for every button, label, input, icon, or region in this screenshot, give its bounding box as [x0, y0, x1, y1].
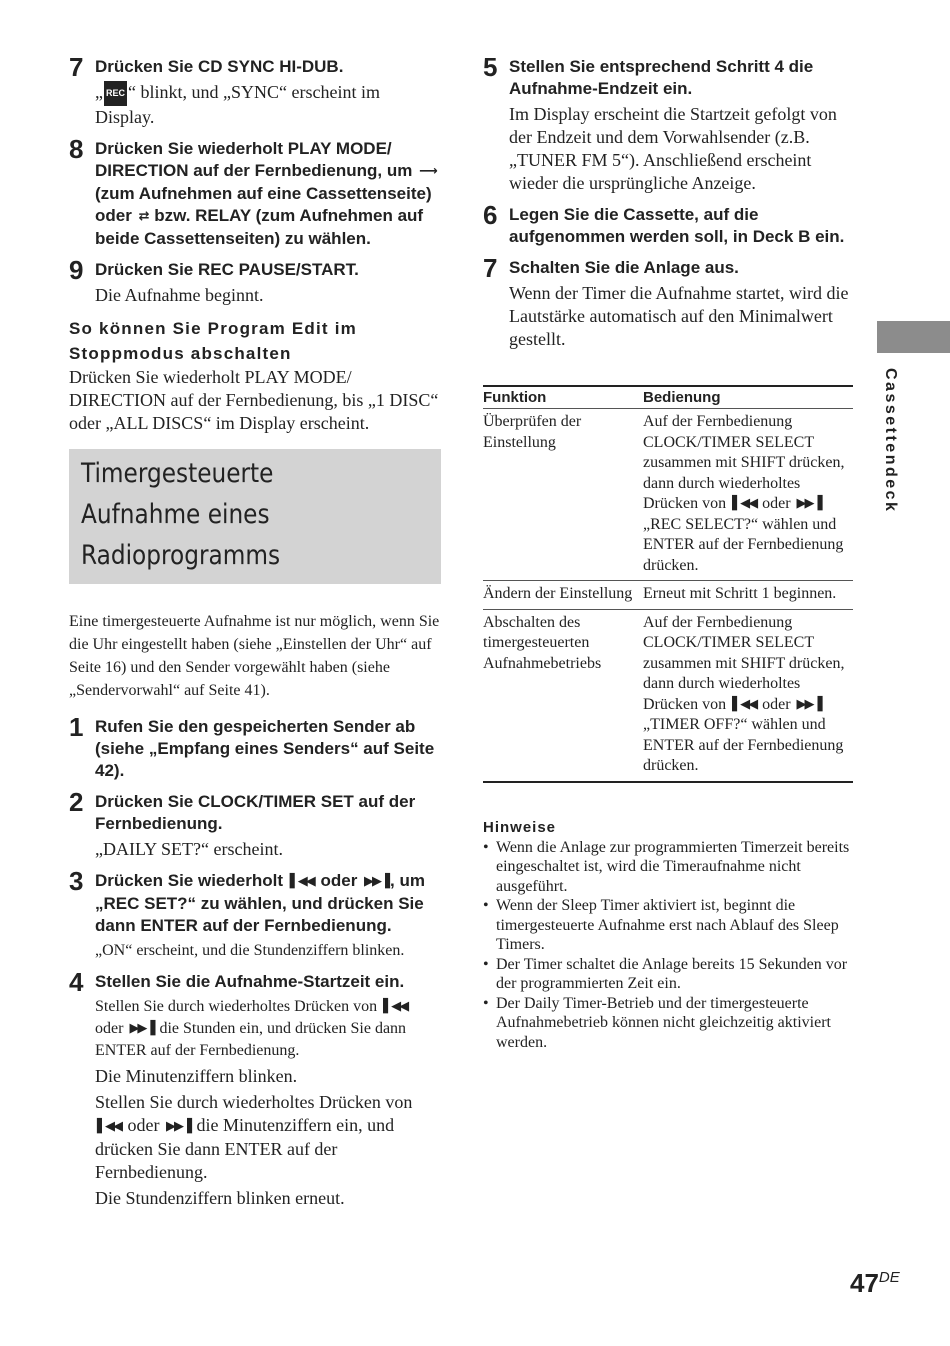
cell-text: oder [762, 495, 791, 512]
step-number: 4 [69, 967, 84, 997]
step-body: Im Display erscheint die Startzeit gefolgt von der Endzeit und dem Vorwahlsender (z.B. „TUNER FM 5“). Anschließend erscheint wieder die ursprüngliche Anzeige. [509, 104, 837, 193]
step-4 [69, 967, 441, 1210]
table-cell [643, 609, 853, 782]
step-body: „DAILY SET?“ erscheint. [95, 839, 283, 859]
hint-item: • Der Timer schaltet die Anlage bereits 15 Sekunden vor der programmierten Zeit ein. [483, 955, 853, 994]
step-body [95, 996, 441, 1062]
step-body: „ON“ erscheint, und die Stundenziffern blinken. [95, 942, 405, 959]
hint-item: • Wenn der Sleep Timer aktiviert ist, beginnt die timergesteuerte Aufnahme erst nach Ablauf des Sleep Timers. [483, 896, 853, 955]
step-title: Drücken Sie CLOCK/TIMER SET auf der Fernbedienung. [95, 792, 416, 833]
step-title: Legen Sie die Cassette, auf die aufgenommen werden soll, in Deck B ein. [509, 205, 845, 246]
cell-text: „REC SELECT?“ wählen und ENTER auf der Fernbedienung drücken. [643, 515, 844, 574]
step-title: Drücken Sie CD SYNC HI-DUB. [95, 57, 344, 76]
title-text: oder [320, 871, 358, 890]
step-number: 5 [483, 52, 498, 82]
step-title: Drücken Sie REC PAUSE/START. [95, 260, 359, 279]
step-8 [69, 134, 441, 250]
next-track-icon: ▶▶▐ [796, 696, 821, 712]
step-body: Wenn der Timer die Aufnahme startet, wird die Lautstärke automatisch auf den Minimalwert gestellt. [509, 283, 849, 349]
prev-track-icon: ▌◀◀ [97, 1119, 121, 1134]
step-1 [69, 712, 441, 782]
table-header-row [483, 386, 853, 409]
section-banner [69, 449, 441, 584]
step-6 [483, 200, 853, 248]
step-title: Rufen Sie den gespeicherten Sender ab (siehe „Empfang eines Senders“ auf Seite 42). [95, 717, 435, 780]
intro-text: Eine timergesteuerte Aufnahme ist nur möglich, wenn Sie die Uhr eingestellt haben (siehe „Einstellen der Uhr“ auf Seite 16) und den Sender vorgewählt haben (siehe „Sendervorwahl“ auf Seite 41). [69, 613, 440, 699]
table-cell [643, 409, 853, 581]
title-text: , um „REC SET?“ zu wählen, und drücken Sie dann ENTER auf der Fernbedienung. [95, 871, 425, 935]
title-text: (zum Aufnehmen auf eine Cassettenseite) oder [95, 184, 432, 225]
table-cell: Erneut mit Schritt 1 beginnen. [643, 581, 853, 610]
banner-line: Aufnahme eines [81, 499, 270, 530]
hint-item: • Der Daily Timer-Betrieb und der timergesteuerte Aufnahmebetrieb können nicht gleichzeitig aktiviert werden. [483, 994, 853, 1053]
next-track-icon: ▶▶▐ [364, 874, 389, 889]
prev-track-icon: ▌◀◀ [383, 999, 408, 1014]
cell-text: oder [762, 695, 791, 713]
step-number: 7 [483, 253, 498, 283]
step-5 [483, 52, 853, 195]
step-title: Schalten Sie die Anlage aus. [509, 258, 739, 277]
banner-line: Radioprogramms [81, 540, 281, 571]
body-text: Stellen Sie durch wiederholtes Drücken von [95, 998, 378, 1015]
step-9 [69, 255, 441, 307]
step-number: 2 [69, 787, 84, 817]
body-text: “ blinkt, und „SYNC“ erscheint im Display. [95, 82, 380, 127]
step-body: Die Aufnahme beginnt. [95, 285, 264, 305]
step-2 [69, 787, 441, 861]
body-text: „ [95, 82, 103, 102]
step-body [95, 81, 441, 129]
table-header: Bedienung [643, 386, 853, 409]
title-text: Drücken Sie wiederholt [95, 871, 283, 890]
hints-heading: Hinweise [483, 818, 557, 836]
step-number: 1 [69, 712, 84, 742]
title-text: Drücken Sie wiederholt PLAY MODE/ DIRECTION auf der Fernbedienung, um [95, 139, 413, 180]
banner-line: Timergesteuerte [81, 458, 274, 489]
table-header: Funktion [483, 386, 643, 409]
body-text: Stellen Sie durch wiederholtes Drücken von [95, 1092, 413, 1112]
step-title: Stellen Sie entsprechend Schritt 4 die Aufnahme-Endzeit ein. [509, 57, 814, 98]
step-body: Die Stundenziffern blinken erneut. [95, 1188, 345, 1208]
step-7-right [483, 253, 853, 351]
step-title: Stellen Sie die Aufnahme-Startzeit ein. [95, 972, 405, 991]
step-3 [69, 866, 441, 962]
cell-text: Auf der Fernbedienung CLOCK/TIMER SELECT zusammen mit SHIFT drücken, dann durch wiederholtes Drücken von [643, 413, 845, 512]
one-way-direction-icon: ⟶ [419, 164, 436, 179]
step-body: Die Minutenziffern blinken. [95, 1066, 298, 1086]
cell-text: „TIMER OFF?“ wählen und ENTER auf der Fernbedienung drücken. [643, 716, 844, 774]
step-number: 3 [69, 866, 84, 896]
subheading-text: Drücken Sie wiederholt PLAY MODE/ DIRECTION auf der Fernbedienung, bis „1 DISC“ oder „ALL DISCS“ im Display erscheint. [69, 367, 439, 433]
table-row [483, 609, 853, 782]
body-text: die Stunden ein, und drücken Sie dann ENTER auf der Fernbedienung. [95, 1020, 407, 1059]
section-tab-marker [877, 321, 950, 353]
table-cell: Überprüfen der Einstellung [483, 409, 643, 581]
step-body [95, 1091, 441, 1184]
page-number [850, 1268, 900, 1299]
table-cell: Abschalten des timergesteuerten Aufnahmebetriebs [483, 609, 643, 782]
both-way-direction-icon: ⇄ [138, 209, 148, 224]
body-text: die Minutenziffern ein, und drücken Sie dann ENTER auf der Fernbedienung. [95, 1115, 395, 1182]
step-title [95, 138, 441, 250]
table-row [483, 409, 853, 581]
function-table [483, 385, 853, 783]
left-column [69, 52, 441, 1219]
table-cell: Ändern der Einstellung [483, 581, 643, 610]
subheading: So können Sie Program Edit im Stoppmodus abschalten [69, 319, 357, 363]
step-number: 8 [69, 134, 84, 164]
hint-item: • Wenn die Anlage zur programmierten Timerzeit bereits eingeschaltet ist, wird die Timeraufnahme nicht ausgeführt. [483, 838, 853, 897]
step-number: 6 [483, 200, 498, 230]
step-7-left [69, 52, 441, 129]
right-column [483, 52, 853, 1052]
prev-track-icon: ▌◀◀ [732, 696, 757, 712]
rec-indicator-icon: REC [104, 81, 127, 106]
prev-track-icon: ▌◀◀ [289, 874, 314, 889]
step-number: 9 [69, 255, 84, 285]
body-text: oder [95, 1020, 124, 1037]
step-title [95, 870, 441, 937]
table-row [483, 581, 853, 610]
section-tab-label: Cassettendeck [882, 368, 899, 514]
step-number: 7 [69, 52, 84, 82]
prev-track-icon: ▌◀◀ [732, 496, 757, 511]
cell-text: Auf der Fernbedienung CLOCK/TIMER SELECT zusammen mit SHIFT drücken, dann durch wiederholtes Drücken von [643, 613, 845, 713]
next-track-icon: ▶▶▐ [165, 1119, 190, 1134]
page-number-suffix: DE [878, 1269, 900, 1286]
title-text: bzw. RELAY (zum Aufnehmen auf beide Cassettenseiten) zu wählen. [95, 206, 424, 248]
next-track-icon: ▶▶▐ [796, 496, 821, 511]
page-number-value: 47 [850, 1268, 879, 1298]
hints-list [483, 838, 853, 1053]
body-text: oder [127, 1115, 160, 1135]
next-track-icon: ▶▶▐ [129, 1021, 154, 1036]
